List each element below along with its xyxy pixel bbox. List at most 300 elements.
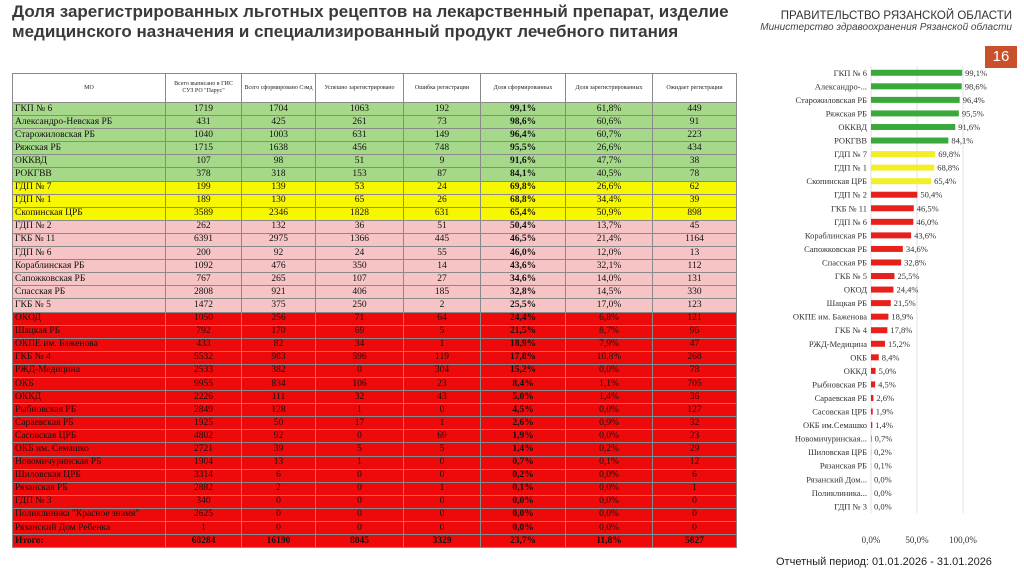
bar: [871, 436, 872, 442]
page-number-badge: 16: [985, 46, 1017, 68]
cell-errors: 51: [404, 220, 481, 233]
data-label: 18,9%: [891, 311, 914, 322]
cell-errors: 24: [404, 181, 481, 194]
cell-waiting: 78: [653, 364, 737, 377]
cell-formed: 130: [242, 194, 316, 207]
cell-total: 262: [166, 220, 242, 233]
table-row: [13, 129, 737, 142]
cell-share-registered: 61,8%: [566, 103, 653, 116]
table-row: [13, 142, 737, 155]
cell-share-formed: 46,0%: [481, 247, 566, 260]
cell-share-formed: 91,6%: [481, 155, 566, 168]
cell-waiting: 0: [653, 495, 737, 508]
cell-errors: 73: [404, 116, 481, 129]
cell-waiting: 112: [653, 260, 737, 273]
category-label: ОККД: [843, 365, 867, 376]
table-row: [13, 181, 737, 194]
category-label: Скопинская ЦРБ: [806, 176, 867, 187]
data-label: 84,1%: [951, 135, 974, 146]
data-label: 91,6%: [958, 121, 981, 132]
cell-total: 1: [166, 522, 242, 535]
cell-formed: 256: [242, 312, 316, 325]
cell-mo-name: ГДП № 1: [13, 194, 166, 207]
cell-registered: 5: [316, 443, 404, 456]
cell-waiting: 121: [653, 312, 737, 325]
cell-total: 1715: [166, 142, 242, 155]
cell-total: 6391: [166, 233, 242, 246]
cell-total: 3314: [166, 469, 242, 482]
column-header-total: Всего выписано в ГИС СУЗ РО "Парус": [166, 74, 242, 103]
category-label: ГДП № 2: [834, 189, 867, 200]
cell-total: 2625: [166, 508, 242, 521]
cell-total: 1719: [166, 103, 242, 116]
cell-waiting: 330: [653, 286, 737, 299]
cell-share-formed: 69,8%: [481, 181, 566, 194]
cell-waiting: 23: [653, 430, 737, 443]
table-body: [13, 103, 737, 548]
cell-formed: 111: [242, 391, 316, 404]
cell-share-registered: 0,1%: [566, 456, 653, 469]
column-header-formed: Всего сформировано Сзмд: [242, 74, 316, 103]
data-label: 0,0%: [874, 474, 892, 485]
cell-mo-name: ГДП № 6: [13, 247, 166, 260]
cell-errors: 0: [404, 456, 481, 469]
cell-waiting: 29: [653, 443, 737, 456]
cell-mo-name: ГКБ № 4: [13, 351, 166, 364]
cell-mo-name: Сапожковская РБ: [13, 273, 166, 286]
cell-registered: 153: [316, 168, 404, 181]
data-label: 0,0%: [874, 501, 892, 512]
cell-registered: 0: [316, 364, 404, 377]
cell-mo-name: Рыбновская РБ: [13, 404, 166, 417]
cell-share-registered: 12,0%: [566, 247, 653, 260]
data-label: 21,5%: [893, 298, 916, 309]
cell-total: 3589: [166, 207, 242, 220]
cell-waiting: 434: [653, 142, 737, 155]
cell-waiting: 0: [653, 522, 737, 535]
bar: [871, 300, 891, 306]
cell-errors: 631: [404, 207, 481, 220]
table-row: [13, 482, 737, 495]
cell-errors: 3329: [404, 535, 481, 548]
category-label: Новомичуринская...: [794, 433, 867, 444]
column-header-errors: Ошибка регистрации: [404, 74, 481, 103]
category-label: ГКБ № 11: [830, 203, 867, 214]
cell-share-registered: 6,8%: [566, 312, 653, 325]
cell-waiting: 12: [653, 456, 737, 469]
cell-registered: 65: [316, 194, 404, 207]
cell-total: 200: [166, 247, 242, 260]
cell-share-formed: 0,0%: [481, 495, 566, 508]
cell-share-formed: 15,2%: [481, 364, 566, 377]
cell-share-formed: 17,8%: [481, 351, 566, 364]
category-label: Рыбновская РБ: [812, 379, 867, 390]
data-label: 43,6%: [914, 230, 937, 241]
category-label: РЖД-Медицина: [808, 338, 867, 349]
category-label: ОКОД: [843, 284, 867, 295]
cell-formed: 2346: [242, 207, 316, 220]
table-row: [13, 508, 737, 521]
table-row: [13, 404, 737, 417]
cell-waiting: 32: [653, 417, 737, 430]
data-label: 34,6%: [905, 243, 928, 254]
category-label: ГКП № 6: [833, 67, 867, 78]
cell-waiting: 1164: [653, 233, 737, 246]
cell-share-formed: 65,4%: [481, 207, 566, 220]
bar: [871, 165, 934, 171]
cell-registered: 106: [316, 377, 404, 390]
cell-waiting: 38: [653, 155, 737, 168]
table-row: [13, 338, 737, 351]
cell-waiting: 45: [653, 220, 737, 233]
category-label: Сапожковская РБ: [804, 243, 867, 254]
cell-mo-name: Шиловская ЦРБ: [13, 469, 166, 482]
cell-mo-name: ОКПЕ им. Баженова: [13, 338, 166, 351]
cell-formed: 128: [242, 404, 316, 417]
column-header-waiting: Ожидает регистрации: [653, 74, 737, 103]
cell-registered: 1366: [316, 233, 404, 246]
cell-registered: 406: [316, 286, 404, 299]
cell-total: 1925: [166, 417, 242, 430]
cell-share-formed: 8,4%: [481, 377, 566, 390]
cell-registered: 1: [316, 456, 404, 469]
cell-registered: 34: [316, 338, 404, 351]
cell-formed: 16190: [242, 535, 316, 548]
cell-registered: 456: [316, 142, 404, 155]
cell-share-formed: 84,1%: [481, 168, 566, 181]
cell-share-registered: 0,0%: [566, 469, 653, 482]
cell-total: 2226: [166, 391, 242, 404]
cell-formed: 2: [242, 482, 316, 495]
cell-errors: 9: [404, 155, 481, 168]
cell-waiting: 13: [653, 247, 737, 260]
data-label: 8,4%: [881, 352, 900, 363]
cell-total: 189: [166, 194, 242, 207]
cell-mo-name: ОКБ им. Семашко: [13, 443, 166, 456]
cell-share-formed: 99,1%: [481, 103, 566, 116]
cell-share-registered: 47,7%: [566, 155, 653, 168]
data-label: 4,5%: [878, 379, 896, 390]
cell-formed: 375: [242, 299, 316, 312]
data-label: 98,6%: [964, 81, 987, 92]
cell-registered: 0: [316, 495, 404, 508]
cell-errors: 445: [404, 233, 481, 246]
data-label: 46,5%: [916, 203, 939, 214]
cell-mo-name: РЖД-Медицина: [13, 364, 166, 377]
cell-errors: 26: [404, 194, 481, 207]
category-label: ГДП № 6: [834, 216, 867, 227]
data-label: 1,9%: [875, 406, 894, 417]
cell-registered: 261: [316, 116, 404, 129]
cell-formed: 92: [242, 247, 316, 260]
cell-errors: 1: [404, 338, 481, 351]
data-label: 68,8%: [937, 162, 960, 173]
cell-share-registered: 0,0%: [566, 430, 653, 443]
table-header-row: [13, 74, 737, 103]
data-label: 99,1%: [965, 67, 988, 78]
prescriptions-table: [12, 73, 737, 548]
column-header-mo: МО: [13, 74, 166, 103]
bar: [871, 395, 873, 401]
data-label: 17,8%: [890, 325, 913, 336]
cell-total: 5532: [166, 351, 242, 364]
cell-total: 2533: [166, 364, 242, 377]
cell-formed: 0: [242, 495, 316, 508]
cell-share-formed: 43,6%: [481, 260, 566, 273]
cell-registered: 250: [316, 299, 404, 312]
cell-errors: 304: [404, 364, 481, 377]
cell-formed: 170: [242, 325, 316, 338]
cell-share-formed: 98,6%: [481, 116, 566, 129]
table-row: [13, 377, 737, 390]
bar: [871, 368, 876, 374]
data-label: 65,4%: [934, 176, 957, 187]
cell-formed: 983: [242, 351, 316, 364]
cell-formed: 1003: [242, 129, 316, 142]
cell-share-registered: 34,4%: [566, 194, 653, 207]
cell-total: 431: [166, 116, 242, 129]
table-row: [13, 351, 737, 364]
cell-share-registered: 0,0%: [566, 522, 653, 535]
bar: [871, 381, 875, 387]
data-label: 24,4%: [896, 284, 919, 295]
cell-registered: 0: [316, 430, 404, 443]
cell-total: 9955: [166, 377, 242, 390]
cell-share-registered: 0,0%: [566, 508, 653, 521]
cell-waiting: 449: [653, 103, 737, 116]
bar: [871, 354, 879, 360]
bar: [871, 97, 960, 103]
cell-share-registered: 14,0%: [566, 273, 653, 286]
data-label: 32,8%: [904, 257, 927, 268]
cell-errors: 5: [404, 325, 481, 338]
table-row: [13, 469, 737, 482]
category-label: ОККВД: [838, 121, 867, 132]
cell-formed: 0: [242, 522, 316, 535]
cell-share-formed: 1,4%: [481, 443, 566, 456]
category-label: Кораблинская РБ: [804, 230, 867, 241]
cell-mo-name: Ряжская РБ: [13, 142, 166, 155]
cell-errors: 0: [404, 522, 481, 535]
bar: [871, 422, 872, 428]
category-label: Шацкая РБ: [826, 298, 867, 309]
cell-formed: 425: [242, 116, 316, 129]
cell-formed: 13: [242, 456, 316, 469]
cell-errors: 69: [404, 430, 481, 443]
cell-share-registered: 0,2%: [566, 443, 653, 456]
reporting-period: Отчетный период: 01.01.2026 - 31.01.2026: [776, 556, 992, 568]
cell-formed: 318: [242, 168, 316, 181]
table-row: [13, 155, 737, 168]
data-label: 0,7%: [874, 433, 893, 444]
cell-mo-name: Кораблинская РБ: [13, 260, 166, 273]
cell-share-formed: 0,2%: [481, 469, 566, 482]
cell-waiting: 96: [653, 325, 737, 338]
cell-total: 2849: [166, 404, 242, 417]
cell-share-formed: 50,4%: [481, 220, 566, 233]
cell-errors: 192: [404, 103, 481, 116]
cell-errors: 0: [404, 508, 481, 521]
category-label: Шиловская ЦРБ: [808, 447, 867, 458]
cell-total: 2808: [166, 286, 242, 299]
cell-mo-name: ОКОД: [13, 312, 166, 325]
column-header-share-registered: Доля зарегистрированных: [566, 74, 653, 103]
cell-errors: 87: [404, 168, 481, 181]
cell-share-registered: 13,7%: [566, 220, 653, 233]
bar: [871, 178, 931, 184]
cell-waiting: 1: [653, 482, 737, 495]
column-header-share-formed: Доля сформированных: [481, 74, 566, 103]
table-row: [13, 325, 737, 338]
cell-formed: 39: [242, 443, 316, 456]
table-row: [13, 535, 737, 548]
bar: [871, 409, 873, 415]
data-label: 15,2%: [887, 338, 910, 349]
cell-errors: 64: [404, 312, 481, 325]
cell-formed: 0: [242, 508, 316, 521]
bar: [871, 287, 893, 293]
cell-formed: 92: [242, 430, 316, 443]
ministry-block: [760, 10, 1012, 33]
table-row: [13, 273, 737, 286]
cell-errors: 23: [404, 377, 481, 390]
cell-registered: 350: [316, 260, 404, 273]
cell-waiting: 47: [653, 338, 737, 351]
cell-share-formed: 0,1%: [481, 482, 566, 495]
x-tick-label: 50,0%: [905, 535, 929, 546]
cell-total: 68284: [166, 535, 242, 548]
bar: [871, 232, 911, 238]
cell-total: 433: [166, 338, 242, 351]
cell-waiting: 705: [653, 377, 737, 390]
cell-errors: 0: [404, 495, 481, 508]
category-label: ОКБ: [850, 352, 867, 363]
cell-formed: 98: [242, 155, 316, 168]
category-label: ГДП № 7: [834, 149, 867, 160]
cell-share-registered: 14,5%: [566, 286, 653, 299]
table-row: [13, 233, 737, 246]
ministry-name: Министерство здравоохранения Рязанской области: [760, 22, 1012, 33]
cell-errors: 14: [404, 260, 481, 273]
cell-errors: 0: [404, 469, 481, 482]
data-label: 46,0%: [916, 216, 939, 227]
cell-total: 340: [166, 495, 242, 508]
cell-total: 792: [166, 325, 242, 338]
cell-share-formed: 0,7%: [481, 456, 566, 469]
table-row: [13, 194, 737, 207]
cell-errors: 0: [404, 404, 481, 417]
cell-mo-name: ГДП № 2: [13, 220, 166, 233]
cell-waiting: 36: [653, 391, 737, 404]
bar: [871, 192, 917, 198]
cell-total: 767: [166, 273, 242, 286]
cell-total: 378: [166, 168, 242, 181]
cell-share-registered: 0,0%: [566, 495, 653, 508]
table-row: [13, 430, 737, 443]
cell-registered: 107: [316, 273, 404, 286]
cell-mo-name: ОККВД: [13, 155, 166, 168]
cell-waiting: 62: [653, 181, 737, 194]
bar: [871, 151, 935, 157]
cell-share-formed: 46,5%: [481, 233, 566, 246]
cell-errors: 185: [404, 286, 481, 299]
cell-mo-name: Спасская РБ: [13, 286, 166, 299]
cell-mo-name: ГКБ № 11: [13, 233, 166, 246]
table-row: [13, 522, 737, 535]
cell-share-formed: 23,7%: [481, 535, 566, 548]
cell-mo-name: ГКБ № 5: [13, 299, 166, 312]
cell-waiting: 268: [653, 351, 737, 364]
bar: [871, 70, 962, 76]
table-row: [13, 247, 737, 260]
cell-registered: 71: [316, 312, 404, 325]
cell-total: 1904: [166, 456, 242, 469]
bar: [871, 314, 888, 320]
cell-total: 107: [166, 155, 242, 168]
cell-waiting: 6: [653, 469, 737, 482]
category-label: ОКПЕ им. Баженова: [792, 311, 867, 322]
government-name: ПРАВИТЕЛЬСТВО РЯЗАНСКОЙ ОБЛАСТИ: [780, 10, 1012, 22]
column-header-registered: Успешно зарегистрировано: [316, 74, 404, 103]
cell-formed: 921: [242, 286, 316, 299]
cell-mo-name: Рязанская РБ: [13, 482, 166, 495]
cell-errors: 1: [404, 482, 481, 495]
cell-share-registered: 50,9%: [566, 207, 653, 220]
cell-registered: 24: [316, 247, 404, 260]
cell-errors: 149: [404, 129, 481, 142]
cell-registered: 1828: [316, 207, 404, 220]
cell-share-registered: 32,1%: [566, 260, 653, 273]
category-label: ГДП № 1: [834, 162, 867, 173]
cell-errors: 5: [404, 443, 481, 456]
cell-share-formed: 96,4%: [481, 129, 566, 142]
cell-mo-name: Скопинская ЦРБ: [13, 207, 166, 220]
cell-formed: 476: [242, 260, 316, 273]
category-label: Спасская РБ: [822, 257, 867, 268]
cell-formed: 265: [242, 273, 316, 286]
bar: [871, 138, 948, 144]
cell-formed: 132: [242, 220, 316, 233]
cell-registered: 0: [316, 482, 404, 495]
data-label: 0,2%: [874, 447, 892, 458]
cell-share-formed: 0,0%: [481, 508, 566, 521]
cell-registered: 69: [316, 325, 404, 338]
cell-mo-name: Поликлиника "Красное знамя": [13, 508, 166, 521]
cell-share-registered: 60,6%: [566, 116, 653, 129]
cell-errors: 2: [404, 299, 481, 312]
bar: [871, 83, 962, 89]
cell-total: 1472: [166, 299, 242, 312]
cell-registered: 32: [316, 391, 404, 404]
cell-share-formed: 5,0%: [481, 391, 566, 404]
cell-registered: 8045: [316, 535, 404, 548]
cell-share-formed: 32,8%: [481, 286, 566, 299]
table-row: [13, 103, 737, 116]
table-row: [13, 391, 737, 404]
cell-registered: 1063: [316, 103, 404, 116]
table-row: [13, 286, 737, 299]
cell-total: 199: [166, 181, 242, 194]
bar: [871, 341, 885, 347]
cell-mo-name: ГДП № 3: [13, 495, 166, 508]
data-label: 0,0%: [874, 487, 892, 498]
cell-errors: 27: [404, 273, 481, 286]
cell-share-registered: 26,6%: [566, 181, 653, 194]
category-label: ГКБ № 5: [834, 271, 867, 282]
table-row: [13, 260, 737, 273]
table-row: [13, 417, 737, 430]
cell-total: 1092: [166, 260, 242, 273]
